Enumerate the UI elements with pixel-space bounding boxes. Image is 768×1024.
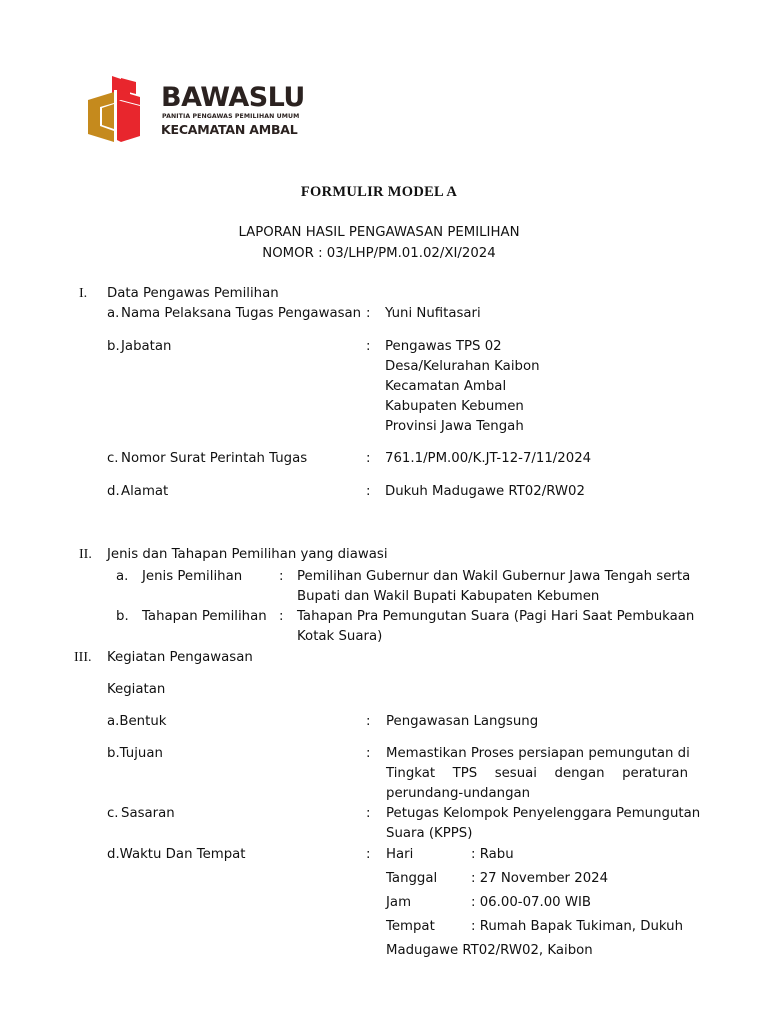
- item-label: Nama Pelaksana Tugas Pengawasan: [121, 306, 362, 321]
- item-value-line: Kecamatan Ambal: [385, 379, 507, 394]
- item-colon: :: [366, 484, 371, 499]
- schedule-continuation: Madugawe RT02/RW02, Kaibon: [386, 943, 593, 958]
- item-letter: d.: [107, 484, 120, 499]
- item-label: a.Bentuk: [107, 714, 167, 729]
- logo-district: KECAMATAN AMBAL: [161, 122, 298, 137]
- item-colon: :: [366, 451, 371, 466]
- item-label: Jenis Pemilihan: [142, 569, 243, 584]
- item-colon: :: [366, 306, 371, 321]
- item-value-line: Pemilihan Gubernur dan Wakil Gubernur Jawa Tengah serta: [297, 569, 691, 584]
- item-colon: :: [279, 609, 284, 624]
- section-2-heading: Jenis dan Tahapan Pemilihan yang diawasi: [107, 547, 388, 562]
- item-value-line: Suara (KPPS): [386, 826, 473, 841]
- schedule-key: Jam: [386, 895, 412, 910]
- item-colon: :: [366, 806, 371, 821]
- schedule-value: : Rumah Bapak Tukiman, Dukuh: [471, 919, 684, 934]
- item-colon: :: [366, 746, 371, 761]
- item-value-line: Desa/Kelurahan Kaibon: [385, 359, 540, 374]
- item-label: Alamat: [121, 484, 169, 499]
- item-label: d.Waktu Dan Tempat: [107, 847, 246, 862]
- item-value-line: Kabupaten Kebumen: [385, 399, 524, 414]
- item-value-line: Provinsi Jawa Tengah: [385, 419, 524, 434]
- item-value-line: Kotak Suara): [297, 629, 383, 644]
- section-3-heading: Kegiatan Pengawasan: [107, 650, 253, 665]
- item-letter: a.: [107, 306, 120, 321]
- item-letter: c.: [107, 451, 119, 466]
- section-3-subheading: Kegiatan: [107, 682, 166, 697]
- item-colon: :: [279, 569, 284, 584]
- item-value: Yuni Nufitasari: [385, 306, 481, 321]
- item-value-line: Memastikan Proses persiapan pemungutan di: [386, 746, 690, 761]
- item-colon: :: [366, 339, 371, 354]
- logo-subtitle: PANITIA PENGAWAS PEMILIHAN UMUM: [162, 113, 300, 120]
- section-3-numeral: III.: [74, 650, 92, 665]
- report-title: LAPORAN HASIL PENGAWASAN PEMILIHAN: [238, 225, 520, 240]
- item-value-line: Bupati dan Wakil Bupati Kabupaten Kebumen: [297, 589, 600, 604]
- item-label: Nomor Surat Perintah Tugas: [121, 451, 308, 466]
- item-value: 761.1/PM.00/K.JT-12-7/11/2024: [385, 451, 592, 466]
- report-number: NOMOR : 03/LHP/PM.01.02/XI/2024: [262, 246, 496, 261]
- section-2-numeral: II.: [79, 547, 92, 562]
- section-1-heading: Data Pengawas Pemilihan: [107, 286, 279, 301]
- item-value-line: Tingkat TPS sesuai dengan peraturan: [386, 766, 688, 781]
- schedule-value: : Rabu: [471, 847, 514, 862]
- item-label: b.Tujuan: [107, 746, 163, 761]
- form-title: FORMULIR MODEL A: [300, 184, 458, 200]
- item-colon: :: [366, 714, 371, 729]
- item-value-line: perundang-undangan: [386, 786, 531, 801]
- item-letter: b.: [116, 609, 129, 624]
- item-value: Dukuh Madugawe RT02/RW02: [385, 484, 585, 499]
- item-value-line: Pengawas TPS 02: [385, 339, 502, 354]
- bawaslu-logo: [88, 76, 320, 142]
- schedule-key: Tempat: [386, 919, 435, 934]
- item-colon: :: [366, 847, 371, 862]
- item-label: Sasaran: [121, 806, 175, 821]
- schedule-value: : 06.00-07.00 WIB: [471, 895, 592, 910]
- logo-brand-text: BAWASLU: [161, 82, 305, 113]
- item-letter: c.: [107, 806, 119, 821]
- item-letter: b.: [107, 339, 120, 354]
- item-value: Pengawasan Langsung: [386, 714, 539, 729]
- schedule-value: : 27 November 2024: [471, 871, 609, 886]
- item-label: Jabatan: [121, 339, 172, 354]
- item-letter: a.: [116, 569, 129, 584]
- section-1-numeral: I.: [79, 286, 88, 301]
- item-value-line: Tahapan Pra Pemungutan Suara (Pagi Hari Saat Pembukaan: [297, 609, 695, 624]
- item-label: Tahapan Pemilihan: [142, 609, 267, 624]
- item-value-line: Petugas Kelompok Penyelenggara Pemungutan: [386, 806, 701, 821]
- schedule-key: Hari: [386, 847, 414, 862]
- schedule-key: Tanggal: [386, 871, 438, 886]
- bawaslu-emblem-icon: [88, 76, 154, 142]
